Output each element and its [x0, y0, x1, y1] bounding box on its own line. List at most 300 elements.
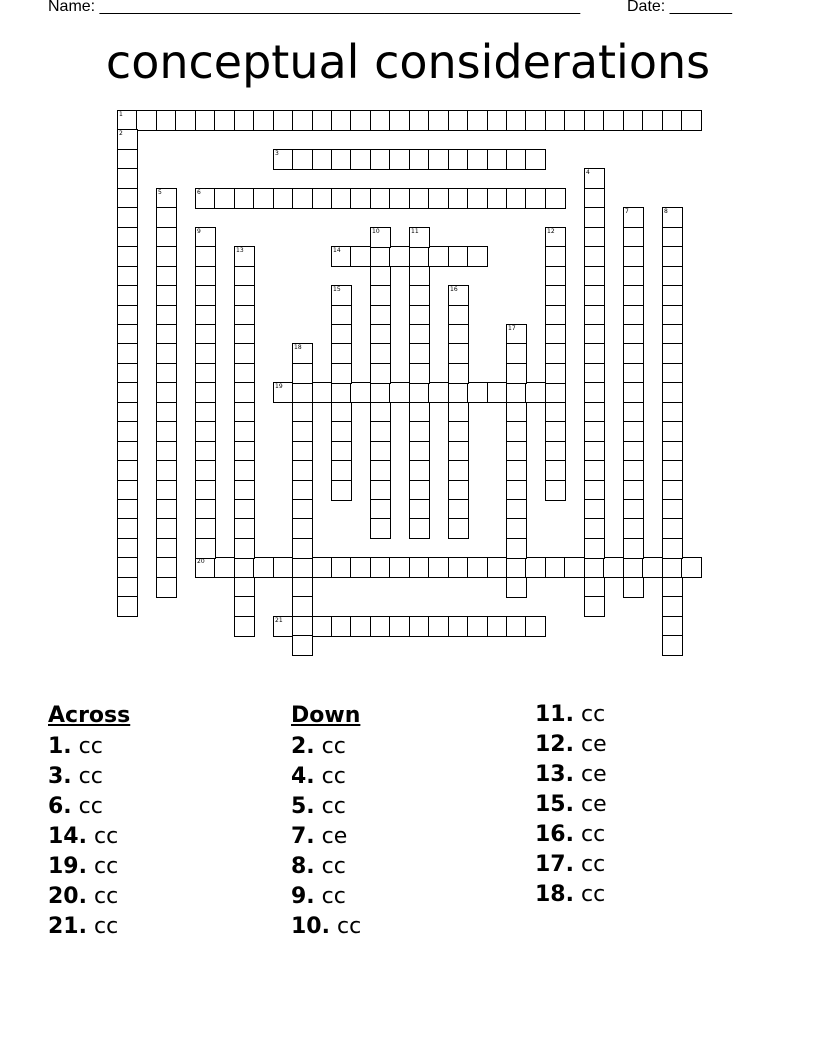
grid-cell[interactable]	[234, 382, 255, 403]
grid-cell[interactable]	[584, 596, 605, 617]
grid-cell[interactable]	[545, 110, 566, 131]
grid-cell[interactable]	[292, 110, 313, 131]
grid-cell[interactable]	[156, 577, 177, 598]
grid-cell[interactable]	[370, 266, 391, 287]
grid-cell[interactable]	[234, 441, 255, 462]
grid-cell[interactable]	[506, 480, 527, 501]
grid-cell[interactable]	[312, 382, 333, 403]
grid-cell[interactable]	[156, 480, 177, 501]
grid-cell[interactable]	[312, 616, 333, 637]
grid-cell[interactable]	[292, 616, 313, 637]
grid-cell[interactable]	[253, 557, 274, 578]
grid-cell[interactable]	[448, 421, 469, 442]
grid-cell[interactable]	[195, 518, 216, 539]
grid-cell[interactable]	[506, 421, 527, 442]
grid-cell[interactable]	[117, 596, 138, 617]
grid-cell[interactable]	[117, 343, 138, 364]
grid-cell[interactable]	[370, 305, 391, 326]
grid-cell[interactable]	[506, 149, 527, 170]
grid-cell[interactable]	[117, 441, 138, 462]
grid-cell[interactable]	[370, 343, 391, 364]
grid-cell[interactable]	[234, 363, 255, 384]
grid-cell[interactable]	[545, 324, 566, 345]
grid-cell[interactable]	[117, 382, 138, 403]
grid-cell[interactable]	[234, 343, 255, 364]
grid-cell[interactable]	[506, 441, 527, 462]
grid-cell[interactable]	[506, 577, 527, 598]
grid-cell[interactable]	[389, 616, 410, 637]
grid-cell[interactable]	[545, 480, 566, 501]
grid-cell[interactable]	[273, 557, 294, 578]
grid-cell[interactable]	[156, 460, 177, 481]
grid-cell[interactable]	[370, 363, 391, 384]
grid-cell[interactable]	[487, 110, 508, 131]
grid-cell[interactable]	[623, 577, 644, 598]
grid-cell[interactable]	[331, 460, 352, 481]
grid-cell[interactable]	[234, 499, 255, 520]
grid-cell[interactable]	[409, 324, 430, 345]
grid-cell[interactable]	[214, 110, 235, 131]
grid-cell[interactable]	[156, 421, 177, 442]
grid-cell[interactable]	[195, 246, 216, 267]
grid-cell[interactable]	[525, 149, 546, 170]
grid-cell[interactable]	[234, 596, 255, 617]
grid-cell[interactable]	[448, 324, 469, 345]
grid-cell[interactable]	[292, 188, 313, 209]
grid-cell[interactable]	[603, 110, 624, 131]
grid-cell[interactable]	[156, 266, 177, 287]
grid-cell[interactable]	[195, 266, 216, 287]
grid-cell[interactable]	[623, 246, 644, 267]
grid-cell[interactable]	[331, 421, 352, 442]
grid-cell[interactable]	[662, 285, 683, 306]
grid-cell[interactable]	[584, 577, 605, 598]
grid-cell[interactable]	[584, 538, 605, 559]
grid-cell[interactable]	[467, 616, 488, 637]
grid-cell[interactable]	[117, 168, 138, 189]
grid-cell[interactable]	[195, 421, 216, 442]
grid-cell[interactable]	[584, 110, 605, 131]
grid-cell[interactable]	[175, 110, 196, 131]
grid-cell[interactable]	[662, 246, 683, 267]
grid-cell[interactable]	[506, 188, 527, 209]
grid-cell[interactable]	[370, 110, 391, 131]
grid-cell[interactable]	[350, 246, 371, 267]
grid-cell[interactable]	[156, 499, 177, 520]
grid-cell[interactable]	[292, 149, 313, 170]
grid-cell[interactable]	[331, 285, 352, 306]
grid-cell[interactable]	[292, 557, 313, 578]
grid-cell[interactable]	[506, 557, 527, 578]
grid-cell[interactable]	[234, 518, 255, 539]
grid-cell[interactable]	[409, 402, 430, 423]
grid-cell[interactable]	[370, 246, 391, 267]
grid-cell[interactable]	[623, 305, 644, 326]
grid-cell[interactable]	[234, 188, 255, 209]
grid-cell[interactable]	[448, 441, 469, 462]
grid-cell[interactable]	[350, 382, 371, 403]
grid-cell[interactable]	[467, 246, 488, 267]
grid-cell[interactable]	[195, 402, 216, 423]
grid-cell[interactable]	[350, 616, 371, 637]
grid-cell[interactable]	[584, 266, 605, 287]
grid-cell[interactable]	[331, 246, 352, 267]
grid-cell[interactable]	[409, 363, 430, 384]
grid-cell[interactable]	[623, 363, 644, 384]
grid-cell[interactable]	[506, 324, 527, 345]
grid-cell[interactable]	[331, 363, 352, 384]
grid-cell[interactable]	[409, 480, 430, 501]
grid-cell[interactable]	[545, 343, 566, 364]
grid-cell[interactable]	[662, 596, 683, 617]
grid-cell[interactable]	[506, 538, 527, 559]
grid-cell[interactable]	[448, 499, 469, 520]
grid-cell[interactable]	[292, 596, 313, 617]
grid-cell[interactable]	[487, 557, 508, 578]
grid-cell[interactable]	[428, 557, 449, 578]
grid-cell[interactable]	[584, 207, 605, 228]
grid-cell[interactable]	[506, 343, 527, 364]
grid-cell[interactable]	[117, 324, 138, 345]
grid-cell[interactable]	[195, 227, 216, 248]
grid-cell[interactable]	[117, 207, 138, 228]
grid-cell[interactable]	[156, 110, 177, 131]
grid-cell[interactable]	[234, 460, 255, 481]
grid-cell[interactable]	[331, 382, 352, 403]
grid-cell[interactable]	[564, 557, 585, 578]
grid-cell[interactable]	[662, 616, 683, 637]
grid-cell[interactable]	[662, 324, 683, 345]
grid-cell[interactable]	[195, 363, 216, 384]
grid-cell[interactable]	[156, 324, 177, 345]
grid-cell[interactable]	[467, 110, 488, 131]
grid-cell[interactable]	[195, 499, 216, 520]
grid-cell[interactable]	[273, 188, 294, 209]
grid-cell[interactable]	[370, 460, 391, 481]
grid-cell[interactable]	[156, 207, 177, 228]
grid-cell[interactable]	[117, 305, 138, 326]
grid-cell[interactable]	[545, 402, 566, 423]
grid-cell[interactable]	[623, 207, 644, 228]
grid-cell[interactable]	[117, 363, 138, 384]
grid-cell[interactable]	[156, 188, 177, 209]
grid-cell[interactable]	[292, 538, 313, 559]
grid-cell[interactable]	[331, 149, 352, 170]
grid-cell[interactable]	[623, 518, 644, 539]
grid-cell[interactable]	[584, 285, 605, 306]
grid-cell[interactable]	[467, 188, 488, 209]
grid-cell[interactable]	[156, 538, 177, 559]
grid-cell[interactable]	[292, 363, 313, 384]
grid-cell[interactable]	[331, 402, 352, 423]
grid-cell[interactable]	[584, 499, 605, 520]
grid-cell[interactable]	[662, 266, 683, 287]
grid-cell[interactable]	[506, 616, 527, 637]
grid-cell[interactable]	[467, 557, 488, 578]
grid-cell[interactable]	[195, 538, 216, 559]
grid-cell[interactable]	[545, 188, 566, 209]
grid-cell[interactable]	[584, 343, 605, 364]
grid-cell[interactable]	[584, 246, 605, 267]
grid-cell[interactable]	[117, 266, 138, 287]
grid-cell[interactable]	[623, 285, 644, 306]
grid-cell[interactable]	[545, 382, 566, 403]
grid-cell[interactable]	[525, 557, 546, 578]
grid-cell[interactable]	[117, 518, 138, 539]
grid-cell[interactable]	[525, 382, 546, 403]
grid-cell[interactable]	[350, 557, 371, 578]
grid-cell[interactable]	[448, 305, 469, 326]
grid-cell[interactable]	[428, 616, 449, 637]
grid-cell[interactable]	[623, 460, 644, 481]
grid-cell[interactable]	[662, 227, 683, 248]
grid-cell[interactable]	[584, 460, 605, 481]
grid-cell[interactable]	[662, 635, 683, 656]
grid-cell[interactable]	[428, 188, 449, 209]
grid-cell[interactable]	[623, 227, 644, 248]
grid-cell[interactable]	[273, 149, 294, 170]
grid-cell[interactable]	[623, 324, 644, 345]
grid-cell[interactable]	[545, 441, 566, 462]
grid-cell[interactable]	[681, 557, 702, 578]
grid-cell[interactable]	[545, 266, 566, 287]
grid-cell[interactable]	[195, 382, 216, 403]
grid-cell[interactable]	[156, 343, 177, 364]
grid-cell[interactable]	[448, 460, 469, 481]
grid-cell[interactable]	[312, 110, 333, 131]
grid-cell[interactable]	[662, 518, 683, 539]
grid-cell[interactable]	[156, 382, 177, 403]
grid-cell[interactable]	[467, 149, 488, 170]
grid-cell[interactable]	[545, 285, 566, 306]
grid-cell[interactable]	[331, 110, 352, 131]
grid-cell[interactable]	[662, 577, 683, 598]
grid-cell[interactable]	[117, 538, 138, 559]
grid-cell[interactable]	[623, 266, 644, 287]
grid-cell[interactable]	[136, 110, 157, 131]
grid-cell[interactable]	[584, 188, 605, 209]
grid-cell[interactable]	[448, 616, 469, 637]
grid-cell[interactable]	[331, 305, 352, 326]
grid-cell[interactable]	[195, 343, 216, 364]
grid-cell[interactable]	[195, 110, 216, 131]
grid-cell[interactable]	[545, 557, 566, 578]
grid-cell[interactable]	[409, 518, 430, 539]
grid-cell[interactable]	[117, 149, 138, 170]
grid-cell[interactable]	[117, 129, 138, 150]
grid-cell[interactable]	[409, 382, 430, 403]
grid-cell[interactable]	[487, 382, 508, 403]
grid-cell[interactable]	[156, 363, 177, 384]
grid-cell[interactable]	[409, 305, 430, 326]
grid-cell[interactable]	[623, 499, 644, 520]
grid-cell[interactable]	[662, 382, 683, 403]
grid-cell[interactable]	[448, 246, 469, 267]
grid-cell[interactable]	[292, 343, 313, 364]
grid-cell[interactable]	[117, 499, 138, 520]
grid-cell[interactable]	[234, 557, 255, 578]
grid-cell[interactable]	[253, 188, 274, 209]
grid-cell[interactable]	[234, 324, 255, 345]
grid-cell[interactable]	[662, 110, 683, 131]
grid-cell[interactable]	[525, 110, 546, 131]
grid-cell[interactable]	[506, 518, 527, 539]
grid-cell[interactable]	[662, 421, 683, 442]
grid-cell[interactable]	[506, 402, 527, 423]
grid-cell[interactable]	[448, 518, 469, 539]
grid-cell[interactable]	[428, 149, 449, 170]
grid-cell[interactable]	[584, 402, 605, 423]
grid-cell[interactable]	[584, 480, 605, 501]
grid-cell[interactable]	[331, 616, 352, 637]
grid-cell[interactable]	[234, 266, 255, 287]
grid-cell[interactable]	[584, 305, 605, 326]
grid-cell[interactable]	[409, 499, 430, 520]
grid-cell[interactable]	[234, 402, 255, 423]
grid-cell[interactable]	[623, 538, 644, 559]
grid-cell[interactable]	[350, 188, 371, 209]
grid-cell[interactable]	[195, 188, 216, 209]
grid-cell[interactable]	[448, 557, 469, 578]
grid-cell[interactable]	[448, 402, 469, 423]
grid-cell[interactable]	[623, 480, 644, 501]
grid-cell[interactable]	[370, 499, 391, 520]
grid-cell[interactable]	[370, 557, 391, 578]
grid-cell[interactable]	[662, 305, 683, 326]
grid-cell[interactable]	[662, 207, 683, 228]
grid-cell[interactable]	[292, 382, 313, 403]
grid-cell[interactable]	[603, 557, 624, 578]
grid-cell[interactable]	[156, 441, 177, 462]
grid-cell[interactable]	[234, 616, 255, 637]
grid-cell[interactable]	[195, 480, 216, 501]
grid-cell[interactable]	[370, 324, 391, 345]
grid-cell[interactable]	[584, 168, 605, 189]
grid-cell[interactable]	[584, 227, 605, 248]
grid-cell[interactable]	[545, 421, 566, 442]
grid-cell[interactable]	[545, 460, 566, 481]
grid-cell[interactable]	[292, 441, 313, 462]
grid-cell[interactable]	[662, 402, 683, 423]
grid-cell[interactable]	[506, 110, 527, 131]
grid-cell[interactable]	[409, 557, 430, 578]
grid-cell[interactable]	[370, 441, 391, 462]
grid-cell[interactable]	[467, 382, 488, 403]
grid-cell[interactable]	[331, 324, 352, 345]
grid-cell[interactable]	[234, 246, 255, 267]
grid-cell[interactable]	[448, 188, 469, 209]
grid-cell[interactable]	[370, 518, 391, 539]
grid-cell[interactable]	[662, 343, 683, 364]
grid-cell[interactable]	[642, 110, 663, 131]
grid-cell[interactable]	[370, 188, 391, 209]
grid-cell[interactable]	[623, 110, 644, 131]
grid-cell[interactable]	[156, 305, 177, 326]
grid-cell[interactable]	[623, 402, 644, 423]
grid-cell[interactable]	[545, 363, 566, 384]
grid-cell[interactable]	[564, 110, 585, 131]
grid-cell[interactable]	[584, 441, 605, 462]
grid-cell[interactable]	[312, 557, 333, 578]
grid-cell[interactable]	[409, 266, 430, 287]
grid-cell[interactable]	[545, 305, 566, 326]
grid-cell[interactable]	[292, 518, 313, 539]
grid-cell[interactable]	[389, 149, 410, 170]
grid-cell[interactable]	[584, 363, 605, 384]
grid-cell[interactable]	[195, 285, 216, 306]
grid-cell[interactable]	[525, 616, 546, 637]
grid-cell[interactable]	[312, 149, 333, 170]
grid-cell[interactable]	[409, 343, 430, 364]
grid-cell[interactable]	[117, 577, 138, 598]
grid-cell[interactable]	[662, 460, 683, 481]
grid-cell[interactable]	[195, 324, 216, 345]
grid-cell[interactable]	[448, 363, 469, 384]
grid-cell[interactable]	[409, 421, 430, 442]
grid-cell[interactable]	[584, 557, 605, 578]
grid-cell[interactable]	[662, 480, 683, 501]
grid-cell[interactable]	[409, 188, 430, 209]
grid-cell[interactable]	[506, 499, 527, 520]
grid-cell[interactable]	[292, 460, 313, 481]
grid-cell[interactable]	[370, 480, 391, 501]
grid-cell[interactable]	[273, 382, 294, 403]
grid-cell[interactable]	[292, 577, 313, 598]
grid-cell[interactable]	[117, 227, 138, 248]
grid-cell[interactable]	[117, 110, 138, 131]
grid-cell[interactable]	[409, 460, 430, 481]
grid-cell[interactable]	[623, 382, 644, 403]
grid-cell[interactable]	[584, 382, 605, 403]
grid-cell[interactable]	[331, 441, 352, 462]
grid-cell[interactable]	[409, 110, 430, 131]
grid-cell[interactable]	[409, 616, 430, 637]
grid-cell[interactable]	[584, 324, 605, 345]
grid-cell[interactable]	[409, 227, 430, 248]
grid-cell[interactable]	[370, 149, 391, 170]
grid-cell[interactable]	[389, 557, 410, 578]
grid-cell[interactable]	[117, 188, 138, 209]
grid-cell[interactable]	[117, 285, 138, 306]
grid-cell[interactable]	[156, 246, 177, 267]
grid-cell[interactable]	[234, 421, 255, 442]
grid-cell[interactable]	[117, 402, 138, 423]
grid-cell[interactable]	[117, 246, 138, 267]
grid-cell[interactable]	[117, 421, 138, 442]
grid-cell[interactable]	[487, 188, 508, 209]
grid-cell[interactable]	[428, 382, 449, 403]
grid-cell[interactable]	[409, 246, 430, 267]
grid-cell[interactable]	[156, 557, 177, 578]
grid-cell[interactable]	[234, 538, 255, 559]
grid-cell[interactable]	[331, 343, 352, 364]
grid-cell[interactable]	[448, 382, 469, 403]
grid-cell[interactable]	[409, 285, 430, 306]
grid-cell[interactable]	[623, 557, 644, 578]
grid-cell[interactable]	[117, 460, 138, 481]
grid-cell[interactable]	[506, 363, 527, 384]
grid-cell[interactable]	[214, 188, 235, 209]
grid-cell[interactable]	[448, 149, 469, 170]
grid-cell[interactable]	[234, 285, 255, 306]
grid-cell[interactable]	[584, 518, 605, 539]
grid-cell[interactable]	[370, 421, 391, 442]
grid-cell[interactable]	[642, 557, 663, 578]
grid-cell[interactable]	[370, 382, 391, 403]
grid-cell[interactable]	[312, 188, 333, 209]
grid-cell[interactable]	[448, 285, 469, 306]
grid-cell[interactable]	[292, 480, 313, 501]
